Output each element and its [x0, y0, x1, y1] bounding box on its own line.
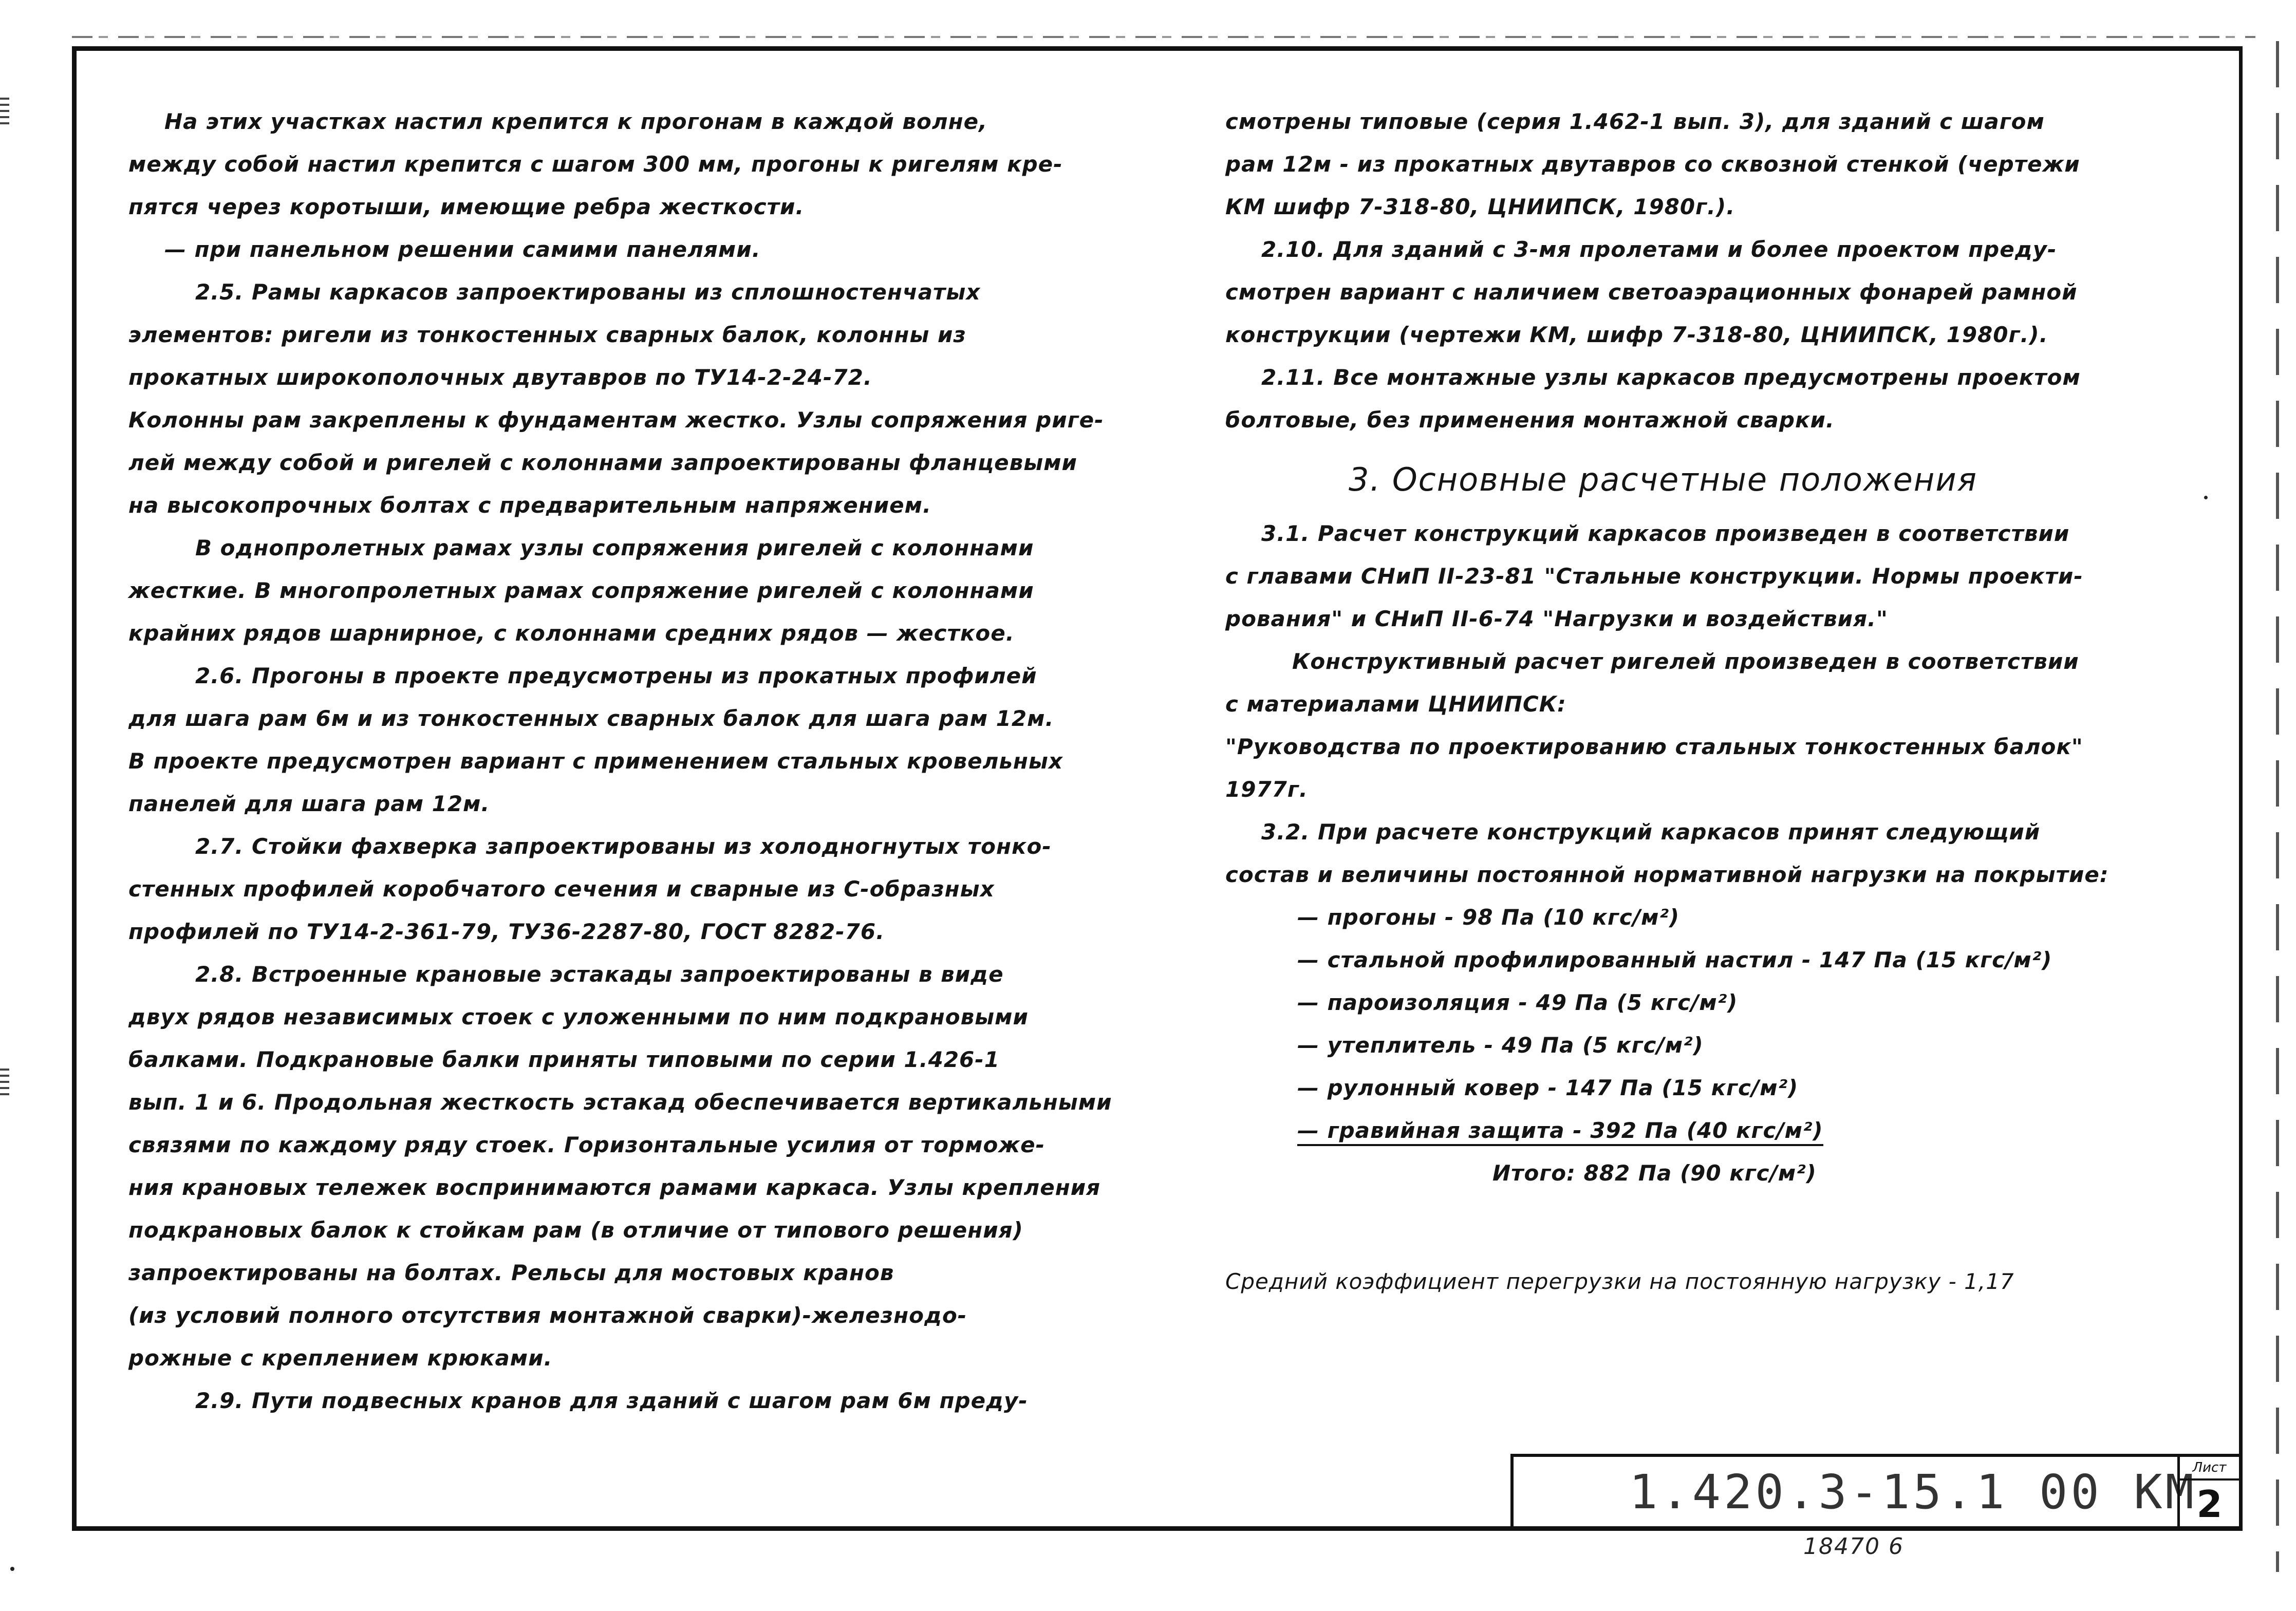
sheet-label: Лист — [2180, 1457, 2239, 1481]
text-line: лей между собой и ригелей с колоннами запроектированы фланцевыми — [128, 450, 1077, 475]
text-line: Колонны рам закреплены к фундаментам жестко. Узлы сопряжения риге- — [128, 407, 1104, 433]
scan-speck — [10, 1567, 14, 1571]
text-line: 2.7. Стойки фахверка запроектированы из холодногнутых тонко- — [195, 834, 1052, 859]
text-line: с материалами ЦНИИПСК: — [1225, 691, 1566, 717]
text-line: 1977г. — [1225, 777, 1308, 802]
spacer — [1225, 1194, 2181, 1237]
text-line: Конструктивный расчет ригелей произведен в соответствии — [1292, 649, 2079, 674]
load-list-item-text: — стальной профилированный настил - 147 Па (15 кгс/м²) — [1297, 947, 2052, 972]
load-list-item — [1225, 981, 2181, 1024]
title-block — [1510, 1454, 2239, 1531]
text-line: балками. Подкрановые балки приняты типовыми по серии 1.426-1 — [128, 1047, 1000, 1072]
right-column-top — [1225, 100, 2181, 441]
sheet-number: 2 — [2196, 1483, 2223, 1526]
text-line: запроектированы на болтах. Рельсы для мостовых кранов — [128, 1260, 894, 1285]
text-line: КМ шифр 7-318-80, ЦНИИПСК, 1980г.). — [1225, 194, 1735, 219]
text-line: — при панельном решении самими панелями. — [164, 237, 761, 262]
text-line: элементов: ригели из тонкостенных сварных балок, колонны из — [128, 322, 966, 347]
text-line: В однопролетных рамах узлы сопряжения ригелей с колоннами — [195, 535, 1034, 560]
text-line: 2.11. Все монтажные узлы каркасов предусмотрены проектом — [1261, 365, 2081, 390]
text-line: подкрановых балок к стойкам рам (в отличие от типового решения) — [128, 1217, 1023, 1243]
text-line: конструкции (чертежи КМ, шифр 7-318-80, ЦНИИПСК, 1980г.). — [1225, 322, 2048, 347]
load-list — [1225, 896, 2181, 1152]
text-line: 3.2. При расчете конструкций каркасов принят следующий — [1261, 819, 2041, 845]
load-list-item — [1225, 939, 2181, 981]
left-text-column — [128, 100, 1112, 1422]
text-line: 2.9. Пути подвесных кранов для зданий с шагом рам 6м преду- — [195, 1388, 1028, 1413]
text-line: для шага рам 6м и из тонкостенных сварных балок для шага рам 12м. — [128, 706, 1054, 731]
text-line: 2.5. Рамы каркасов запроектированы из сплошностенчатых — [195, 279, 981, 305]
load-total: Итого: 882 Па (90 кгс/м²) — [1492, 1160, 1817, 1186]
text-line: стенных профилей коробчатого сечения и сварные из С-образных — [128, 876, 995, 902]
text-line: на высокопрочных болтах с предварительным напряжением. — [128, 493, 931, 518]
text-line: смотрен вариант с наличием светоаэрационных фонарей рамной — [1225, 279, 2078, 305]
text-line: рования" и СНиП II-6-74 "Нагрузки и воздействия." — [1225, 606, 1888, 631]
text-line: вып. 1 и 6. Продольная жесткость эстакад обеспечивается вертикальными — [128, 1090, 1112, 1115]
text-line: 2.6. Прогоны в проекте предусмотрены из прокатных профилей — [195, 663, 1037, 688]
overload-note: Средний коэффициент перегрузки на постоянную нагрузку - 1,17 — [1225, 1269, 2014, 1294]
text-line: профилей по ТУ14-2-361-79, ТУ36-2287-80, ГОСТ 8282-76. — [128, 919, 885, 944]
text-line: (из условий полного отсутствия монтажной сварки)-железнодо- — [128, 1303, 967, 1328]
text-line: состав и величины постоянной нормативной нагрузки на покрытие: — [1225, 862, 2109, 887]
load-list-item — [1225, 1066, 2181, 1109]
inventory-number: 18470 6 — [1803, 1533, 1904, 1560]
text-line: рам 12м - из прокатных двутавров со сквозной стенкой (чертежи — [1225, 152, 2080, 177]
load-list-item-text: — пароизоляция - 49 Па (5 кгс/м²) — [1297, 990, 1738, 1015]
section-heading: 3. Основные расчетные положения — [1349, 461, 1977, 498]
text-line: смотрены типовые (серия 1.462-1 вып. 3), для зданий с шагом — [1225, 109, 2045, 134]
margin-mark — [0, 98, 9, 128]
text-line: 2.10. Для зданий с 3-мя пролетами и более проектом преду- — [1261, 237, 2057, 262]
text-line: с главами СНиП II-23-81 "Стальные конструкции. Нормы проекти- — [1225, 564, 2083, 589]
load-list-item-text: — рулонный ковер - 147 Па (15 кгс/м²) — [1297, 1075, 1799, 1100]
load-list-item — [1225, 1024, 2181, 1066]
load-list-item-text: — утеплитель - 49 Па (5 кгс/м²) — [1297, 1033, 1704, 1058]
text-line: болтовые, без применения монтажной сварки. — [1225, 407, 1835, 433]
text-line: ния крановых тележек воспринимаются рамами каркаса. Узлы крепления — [128, 1175, 1101, 1200]
top-border-line — [72, 36, 2255, 38]
margin-mark — [0, 1069, 9, 1099]
right-edge-marks — [2276, 41, 2279, 1572]
text-line: между собой настил крепится с шагом 300 мм, прогоны к ригелям кре- — [128, 152, 1063, 177]
text-line: жесткие. В многопролетных рамах сопряжение ригелей с колоннами — [128, 578, 1034, 603]
text-line: прокатных широкополочных двутавров по ТУ14-2-24-72. — [128, 365, 872, 390]
right-text-column — [1225, 100, 2181, 1303]
text-line: рожные с креплением крюками. — [128, 1345, 553, 1371]
text-line: пятся через коротыши, имеющие ребра жесткости. — [128, 194, 805, 219]
text-line: "Руководства по проектированию стальных тонкостенных балок" — [1225, 734, 2083, 759]
load-list-item-text: — гравийная защита - 392 Па (40 кгс/м²) — [1297, 1118, 1823, 1146]
text-line: В проекте предусмотрен вариант с применением стальных кровельных — [128, 748, 1063, 774]
text-line: крайних рядов шарнирное, с колоннами средних рядов — жесткое. — [128, 621, 1015, 646]
load-list-item — [1225, 896, 2181, 939]
text-line: 3.1. Расчет конструкций каркасов произведен в соответствии — [1261, 521, 2070, 546]
sheet-cell — [2177, 1457, 2239, 1531]
right-column-bottom — [1225, 512, 2181, 896]
text-line: 2.8. Встроенные крановые эстакады запроектированы в виде — [195, 962, 1004, 987]
text-line: На этих участках настил крепится к прогонам в каждой волне, — [164, 109, 988, 134]
document-code: 1.420.3-15.1 00 КМ — [1629, 1465, 2197, 1520]
text-line: панелей для шага рам 12м. — [128, 791, 490, 816]
text-line: связями по каждому ряду стоек. Горизонтальные усилия от торможе- — [128, 1132, 1046, 1157]
load-list-item — [1225, 1109, 2181, 1152]
text-line: двух рядов независимых стоек с уложенными по ним подкрановыми — [128, 1004, 1029, 1029]
load-list-item-text: — прогоны - 98 Па (10 кгс/м²) — [1297, 905, 1680, 930]
